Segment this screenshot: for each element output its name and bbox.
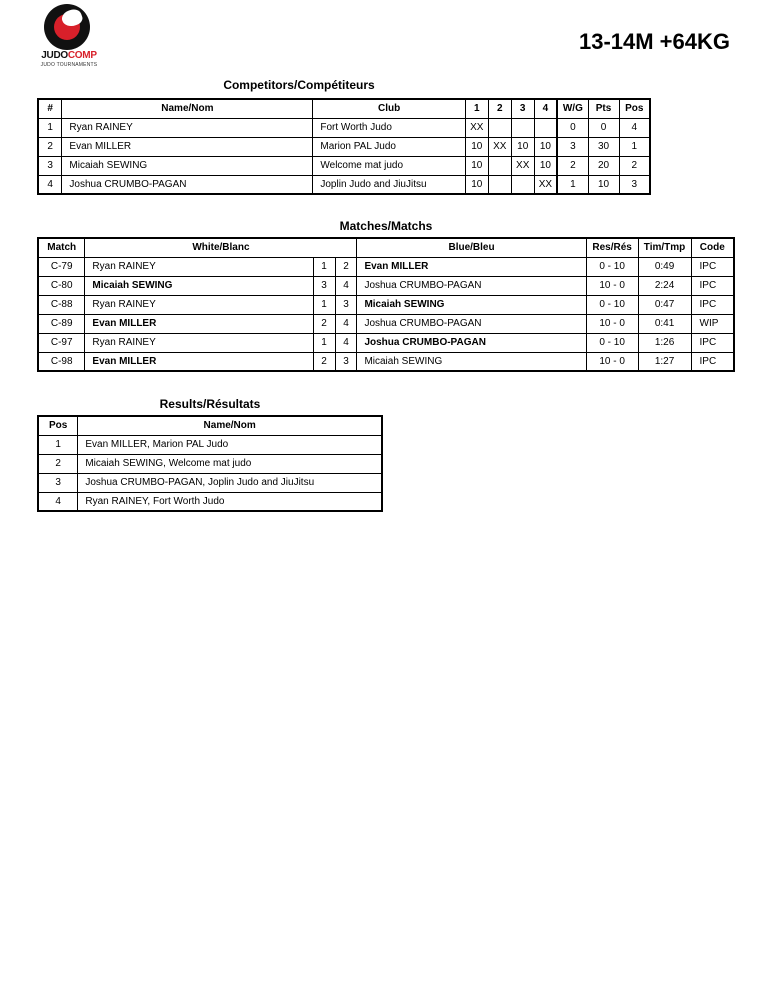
result-position: 3: [38, 473, 78, 492]
table-row: [38, 333, 734, 352]
logo-subtitle: JUDO TOURNAMENTS: [40, 62, 98, 68]
score-cell: [511, 175, 534, 194]
table-row: [38, 175, 650, 194]
score-cell: XX: [488, 137, 511, 156]
competitor-club: Welcome mat judo: [313, 156, 465, 175]
col-white: White/Blanc: [85, 238, 357, 257]
results-table: [37, 415, 383, 512]
score-cell: [488, 156, 511, 175]
results-title: Results/Résultats: [159, 397, 261, 411]
blue-player: Micaiah SEWING: [357, 352, 586, 371]
match-result: 10 - 0: [586, 276, 638, 295]
competitor-number: 2: [38, 137, 62, 156]
match-id: C-97: [38, 333, 85, 352]
points-cell: 10: [588, 175, 619, 194]
match-time: 0:47: [638, 295, 691, 314]
table-row: [38, 137, 650, 156]
score-cell: [488, 175, 511, 194]
table-row: [38, 295, 734, 314]
blue-number: 4: [335, 276, 357, 295]
white-number: 1: [313, 257, 335, 276]
points-cell: 30: [588, 137, 619, 156]
table-row: [38, 435, 382, 454]
match-result: 0 - 10: [586, 257, 638, 276]
white-number: 1: [313, 333, 335, 352]
match-id: C-79: [38, 257, 85, 276]
col-time: Tim/Tmp: [638, 238, 691, 257]
col-score-4: 4: [534, 99, 557, 118]
match-result: 0 - 10: [586, 333, 638, 352]
col-result: Res/Rés: [586, 238, 638, 257]
score-cell: [534, 118, 557, 137]
col-pos: Pos: [619, 99, 650, 118]
points-cell: 0: [588, 118, 619, 137]
table-row: [38, 454, 382, 473]
competitor-number: 1: [38, 118, 62, 137]
matches-title: Matches/Matchs: [339, 219, 433, 233]
match-code: IPC: [691, 276, 734, 295]
match-time: 0:49: [638, 257, 691, 276]
match-id: C-89: [38, 314, 85, 333]
match-code: WIP: [691, 314, 734, 333]
result-name: Evan MILLER, Marion PAL Judo: [78, 435, 382, 454]
col-wg: W/G: [557, 99, 588, 118]
col-code: Code: [691, 238, 734, 257]
col-name: Name/Nom: [62, 99, 313, 118]
competitor-name: Micaiah SEWING: [62, 156, 313, 175]
table-row: [38, 118, 650, 137]
table-row: [38, 314, 734, 333]
score-cell: 10: [534, 137, 557, 156]
position-cell: 2: [619, 156, 650, 175]
result-name: Joshua CRUMBO-PAGAN, Joplin Judo and JiuJitsu: [78, 473, 382, 492]
competitor-club: Marion PAL Judo: [313, 137, 465, 156]
match-result: 10 - 0: [586, 352, 638, 371]
col-blue: Blue/Bleu: [357, 238, 586, 257]
blue-number: 2: [335, 257, 357, 276]
white-number: 3: [313, 276, 335, 295]
col-score-3: 3: [511, 99, 534, 118]
blue-player: Micaiah SEWING: [357, 295, 586, 314]
white-player: Evan MILLER: [85, 314, 313, 333]
table-row: [38, 276, 734, 295]
col-pts: Pts: [588, 99, 619, 118]
result-position: 2: [38, 454, 78, 473]
match-code: IPC: [691, 295, 734, 314]
competitor-name: Evan MILLER: [62, 137, 313, 156]
match-result: 0 - 10: [586, 295, 638, 314]
competitors-table: [37, 98, 651, 195]
competitors-header-row: [38, 99, 650, 118]
blue-player: Evan MILLER: [357, 257, 586, 276]
col-num: #: [38, 99, 62, 118]
logo-wordmark: JUDOCOMP: [41, 50, 97, 61]
score-cell: [511, 118, 534, 137]
competitor-number: 3: [38, 156, 62, 175]
match-code: IPC: [691, 352, 734, 371]
match-result: 10 - 0: [586, 314, 638, 333]
match-time: 0:41: [638, 314, 691, 333]
points-cell: 20: [588, 156, 619, 175]
result-name: Micaiah SEWING, Welcome mat judo: [78, 454, 382, 473]
competitor-name: Ryan RAINEY: [62, 118, 313, 137]
blue-player: Joshua CRUMBO-PAGAN: [357, 314, 586, 333]
table-row: [38, 473, 382, 492]
col-match: Match: [38, 238, 85, 257]
white-player: Micaiah SEWING: [85, 276, 313, 295]
blue-number: 4: [335, 314, 357, 333]
result-position: 1: [38, 435, 78, 454]
judocomp-logo: [38, 4, 100, 70]
score-cell: 10: [465, 137, 488, 156]
white-player: Ryan RAINEY: [85, 333, 313, 352]
blue-number: 3: [335, 352, 357, 371]
wins-cell: 3: [557, 137, 588, 156]
white-player: Ryan RAINEY: [85, 295, 313, 314]
match-time: 1:26: [638, 333, 691, 352]
white-number: 2: [313, 352, 335, 371]
category-title: 13-14M +64KG: [578, 29, 730, 54]
match-code: IPC: [691, 257, 734, 276]
match-time: 1:27: [638, 352, 691, 371]
logo-emblem: [44, 4, 90, 50]
table-row: [38, 156, 650, 175]
competitor-club: Joplin Judo and JiuJitsu: [313, 175, 465, 194]
table-row: [38, 492, 382, 511]
position-cell: 3: [619, 175, 650, 194]
match-code: IPC: [691, 333, 734, 352]
matches-table: [37, 237, 735, 372]
blue-number: 4: [335, 333, 357, 352]
competitor-name: Joshua CRUMBO-PAGAN: [62, 175, 313, 194]
score-cell: 10: [534, 156, 557, 175]
blue-number: 3: [335, 295, 357, 314]
blue-player: Joshua CRUMBO-PAGAN: [357, 276, 586, 295]
wins-cell: 0: [557, 118, 588, 137]
score-cell: XX: [534, 175, 557, 194]
table-row: [38, 352, 734, 371]
score-cell: XX: [511, 156, 534, 175]
competitor-club: Fort Worth Judo: [313, 118, 465, 137]
position-cell: 4: [619, 118, 650, 137]
result-name: Ryan RAINEY, Fort Worth Judo: [78, 492, 382, 511]
result-position: 4: [38, 492, 78, 511]
match-id: C-88: [38, 295, 85, 314]
results-header-row: [38, 416, 382, 435]
match-id: C-80: [38, 276, 85, 295]
col-score-1: 1: [465, 99, 488, 118]
match-id: C-98: [38, 352, 85, 371]
white-number: 1: [313, 295, 335, 314]
col-result-pos: Pos: [38, 416, 78, 435]
table-row: [38, 257, 734, 276]
col-result-name: Name/Nom: [78, 416, 382, 435]
wins-cell: 1: [557, 175, 588, 194]
score-cell: [488, 118, 511, 137]
competitor-number: 4: [38, 175, 62, 194]
wins-cell: 2: [557, 156, 588, 175]
match-time: 2:24: [638, 276, 691, 295]
competitors-title: Competitors/Compétiteurs: [223, 78, 375, 92]
matches-header-row: [38, 238, 734, 257]
position-cell: 1: [619, 137, 650, 156]
white-player: Ryan RAINEY: [85, 257, 313, 276]
col-club: Club: [313, 99, 465, 118]
blue-player: Joshua CRUMBO-PAGAN: [357, 333, 586, 352]
score-cell: 10: [465, 175, 488, 194]
score-cell: 10: [465, 156, 488, 175]
score-cell: XX: [465, 118, 488, 137]
col-score-2: 2: [488, 99, 511, 118]
white-number: 2: [313, 314, 335, 333]
white-player: Evan MILLER: [85, 352, 313, 371]
score-cell: 10: [511, 137, 534, 156]
